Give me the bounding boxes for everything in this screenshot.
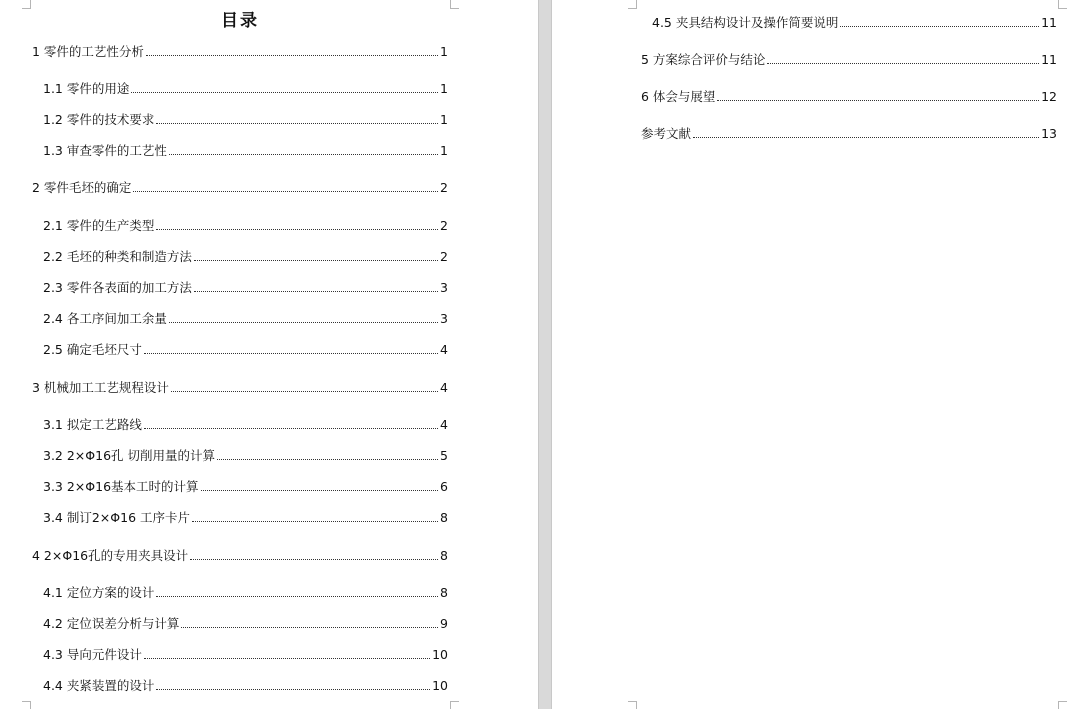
toc-entry-text: 4.2 定位误差分析与计算 xyxy=(43,616,180,631)
toc-leader xyxy=(181,627,438,628)
toc-leader xyxy=(131,92,438,93)
toc-entry[interactable] xyxy=(43,446,448,464)
toc-leader xyxy=(171,391,438,392)
toc-page-number: 1 xyxy=(440,44,448,59)
toc-page-number: 13 xyxy=(1041,126,1057,141)
toc-page-number: 11 xyxy=(1041,15,1057,30)
toc-leader xyxy=(156,229,438,230)
toc-entry[interactable] xyxy=(43,278,448,296)
toc-leader xyxy=(146,55,438,56)
toc-entry[interactable] xyxy=(43,645,448,663)
toc-leader xyxy=(169,322,438,323)
toc-entry-text: 3 机械加工工艺规程设计 xyxy=(32,380,169,395)
toc-leader xyxy=(194,291,438,292)
toc-leader xyxy=(217,459,438,460)
document-page-left xyxy=(0,0,538,709)
toc-leader xyxy=(144,353,438,354)
toc-entry[interactable] xyxy=(641,87,1057,105)
toc-entry[interactable] xyxy=(43,340,448,358)
page-corner-mark xyxy=(22,701,31,709)
toc-entry-text: 2.5 确定毛坯尺寸 xyxy=(43,342,142,357)
page-gutter xyxy=(538,0,552,709)
toc-entry-text: 2 零件毛坯的确定 xyxy=(32,180,132,195)
toc-leader xyxy=(156,689,430,690)
toc-leader xyxy=(144,428,438,429)
toc-entry-text: 4.1 定位方案的设计 xyxy=(43,585,155,600)
toc-leader xyxy=(194,260,438,261)
toc-entry-text: 参考文献 xyxy=(641,126,692,141)
toc-entry-text: 2.1 零件的生产类型 xyxy=(43,218,155,233)
toc-entry[interactable] xyxy=(32,178,448,196)
toc-page-number: 8 xyxy=(440,585,448,600)
toc-entry[interactable] xyxy=(43,247,448,265)
toc-page-number: 10 xyxy=(432,678,448,693)
toc-page-number: 5 xyxy=(440,448,448,463)
toc-entry[interactable] xyxy=(43,141,448,159)
toc-leader xyxy=(192,521,438,522)
toc-page-number: 1 xyxy=(440,81,448,96)
toc-entry[interactable] xyxy=(32,378,448,396)
toc-entry[interactable] xyxy=(43,477,448,495)
toc-entry-text: 4.3 导向元件设计 xyxy=(43,647,142,662)
toc-entry-text: 1.2 零件的技术要求 xyxy=(43,112,155,127)
toc-entry-text: 2.4 各工序间加工余量 xyxy=(43,311,167,326)
toc-entry-text: 4.5 夹具结构设计及操作简要说明 xyxy=(652,15,839,30)
toc-entry[interactable] xyxy=(43,614,448,632)
toc-page-number: 1 xyxy=(440,143,448,158)
toc-page-number: 11 xyxy=(1041,52,1057,67)
page-corner-mark xyxy=(628,0,637,9)
document-page-right xyxy=(552,0,1092,709)
toc-page-number: 8 xyxy=(440,548,448,563)
toc-leader xyxy=(144,658,430,659)
toc-page-number: 4 xyxy=(440,380,448,395)
toc-entry-text: 2.3 零件各表面的加工方法 xyxy=(43,280,192,295)
toc-page-number: 2 xyxy=(440,218,448,233)
toc-entry-text: 2.2 毛坯的种类和制造方法 xyxy=(43,249,192,264)
toc-entry-text: 1 零件的工艺性分析 xyxy=(32,44,144,59)
toc-entry-text: 1.1 零件的用途 xyxy=(43,81,130,96)
toc-page-number: 6 xyxy=(440,479,448,494)
toc-leader xyxy=(156,596,438,597)
toc-entry[interactable] xyxy=(32,42,448,60)
toc-entry[interactable] xyxy=(43,415,448,433)
toc-entry-text: 4.4 夹紧装置的设计 xyxy=(43,678,155,693)
toc-leader xyxy=(767,63,1039,64)
toc-leader xyxy=(717,100,1039,101)
toc-entry-text: 3.1 拟定工艺路线 xyxy=(43,417,142,432)
page-corner-mark xyxy=(1058,0,1067,9)
toc-entry-text: 6 体会与展望 xyxy=(641,89,716,104)
toc-leader xyxy=(133,191,438,192)
toc-title: 目录 xyxy=(221,11,259,31)
toc-entry[interactable] xyxy=(43,309,448,327)
toc-page-number: 3 xyxy=(440,311,448,326)
toc-entry-text: 1.3 审查零件的工艺性 xyxy=(43,143,167,158)
toc-entry-text: 3.2 2×Φ16孔 切削用量的计算 xyxy=(43,448,215,463)
gutter-edge xyxy=(538,0,539,709)
toc-page-number: 8 xyxy=(440,510,448,525)
toc-leader xyxy=(201,490,439,491)
page-corner-mark xyxy=(628,701,637,709)
page-corner-mark xyxy=(1058,701,1067,709)
toc-entry[interactable] xyxy=(43,110,448,128)
toc-entry-text: 3.4 制订2×Φ16 工序卡片 xyxy=(43,510,190,525)
toc-page-number: 2 xyxy=(440,180,448,195)
toc-entry[interactable] xyxy=(43,676,448,694)
toc-entry[interactable] xyxy=(43,508,448,526)
toc-entry-text: 3.3 2×Φ16基本工时的计算 xyxy=(43,479,199,494)
toc-entry[interactable] xyxy=(43,216,448,234)
toc-entry[interactable] xyxy=(43,79,448,97)
toc-page-number: 4 xyxy=(440,342,448,357)
toc-entry-text: 5 方案综合评价与结论 xyxy=(641,52,766,67)
toc-page-number: 9 xyxy=(440,616,448,631)
page-corner-mark xyxy=(450,701,459,709)
toc-page-number: 10 xyxy=(432,647,448,662)
toc-page-number: 4 xyxy=(440,417,448,432)
toc-entry-text: 4 2×Φ16孔的专用夹具设计 xyxy=(32,548,189,563)
toc-leader xyxy=(156,123,438,124)
toc-entry[interactable] xyxy=(641,50,1057,68)
toc-leader xyxy=(693,137,1039,138)
toc-leader xyxy=(190,559,438,560)
toc-entry[interactable] xyxy=(32,546,448,564)
toc-entry[interactable] xyxy=(652,13,1057,31)
toc-page-number: 2 xyxy=(440,249,448,264)
toc-page-number: 12 xyxy=(1041,89,1057,104)
toc-leader xyxy=(840,26,1039,27)
toc-page-number: 1 xyxy=(440,112,448,127)
toc-entry[interactable] xyxy=(641,124,1057,142)
toc-page-number: 3 xyxy=(440,280,448,295)
toc-leader xyxy=(169,154,438,155)
toc-entry[interactable] xyxy=(43,583,448,601)
